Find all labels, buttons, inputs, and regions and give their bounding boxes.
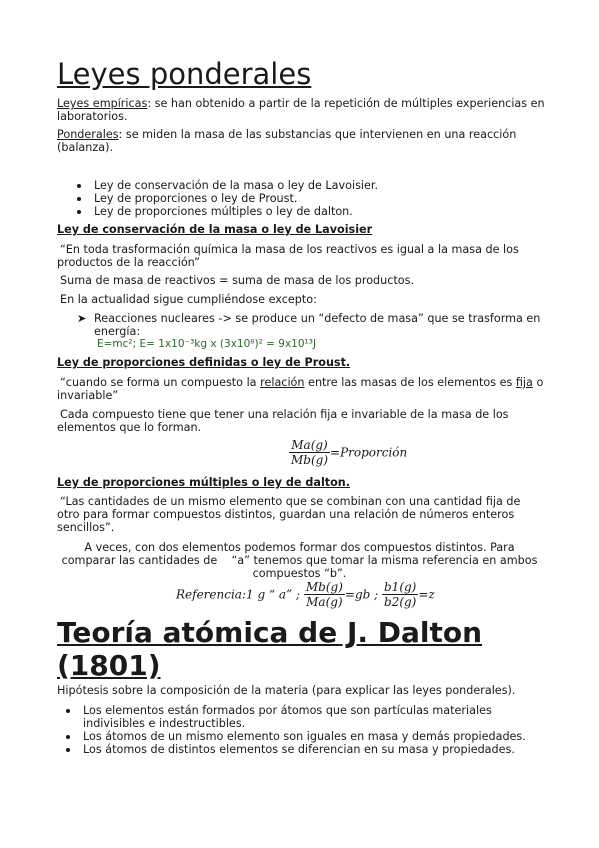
bullet-dot: [66, 748, 70, 752]
theory-item-1a: Los elementos están formados por átomos que son partículas materiales: [83, 704, 492, 717]
nuclear-line-1: Reacciones nucleares -> se produce un “defecto de masa” que se trasforma en: [94, 312, 541, 325]
theory-item-2: Los átomos de un mismo elemento son iguales en masa y demás propiedades.: [83, 730, 526, 743]
dalton-fraction-2: [382, 580, 418, 609]
dalton-fraction-1: [304, 580, 345, 609]
bullet-dot: [77, 184, 81, 188]
intro-empiricas: [57, 97, 547, 123]
theory-title-line-2: (1801): [57, 649, 161, 682]
proust-formula: [289, 438, 407, 467]
dalton-fraction-2-den: b2(g): [384, 595, 417, 609]
theory-title: [57, 616, 557, 682]
dalton-formula-ref: Referencia:1 g “ a” ;: [176, 587, 301, 602]
proust-quote-mid: entre las masas de los elementos es: [304, 376, 516, 389]
proust-quote-pre: “cuando se forma un compuesto la: [60, 376, 261, 389]
text-ponderales: : se miden la masa de las substancias que intervienen en una reacción (balanza).: [57, 128, 517, 155]
proust-heading: Ley de proporciones definidas o ley de Proust.: [57, 356, 351, 369]
proust-fraction: [289, 438, 330, 467]
lavoisier-heading: Ley de conservación de la masa o ley de Lavoisier: [57, 223, 373, 236]
arrow-bullet-icon: ➤: [77, 312, 87, 325]
proust-desc-2: elementos que lo forman.: [57, 421, 202, 434]
dalton-center-3: compuestos “b”.: [252, 567, 347, 580]
lavoisier-quote-2: productos de la reacción”: [57, 256, 200, 269]
theory-item-3: Los átomos de distintos elementos se diferencian en su masa y propiedades.: [83, 743, 515, 756]
theory-intro: Hipótesis sobre la composición de la materia (para explicar las leyes ponderales).: [57, 684, 516, 697]
dalton-quote-2: otro para formar compuestos distintos, guardan una relación de números enteros: [57, 508, 515, 521]
proust-quote-2: invariable”: [57, 389, 119, 402]
law-item-1: Ley de conservación de la masa o ley de Lavoisier.: [94, 179, 379, 192]
proust-formula-result: =Proporción: [330, 445, 408, 460]
nuclear-formula: E=mc²; E= 1x10⁻³kg x (3x10⁸)² = 9x10¹³J: [97, 338, 317, 350]
proust-quote-post: o: [532, 376, 544, 389]
lavoisier-quote-1: “En toda trasformación química la masa de los reactivos es igual a la masa de los: [60, 243, 519, 256]
dalton-formula-end: =z: [418, 587, 435, 602]
dalton-formula: [176, 580, 435, 609]
dalton-formula-mid: =gb ;: [344, 587, 379, 602]
proust-desc-1: Cada compuesto tiene que tener una relación fija e invariable de la masa de los: [60, 408, 509, 421]
dalton-heading: Ley de proporciones múltiples o ley de dalton.: [57, 476, 351, 489]
dalton-center-1: A veces, con dos elementos podemos formar dos compuestos distintos. Para: [84, 541, 515, 554]
text-empiricas: : se han obtenido a partir de la repetición de múltiples experiencias en laboratorios.: [57, 97, 545, 124]
proust-fraction-den: Mb(g): [291, 453, 329, 467]
dalton-fraction-2-num: b1(g): [384, 580, 417, 594]
lavoisier-sum: Suma de masa de reactivos = suma de masa de los productos.: [60, 274, 414, 287]
lavoisier-exception: En la actualidad sigue cumpliéndose excepto:: [60, 293, 317, 306]
proust-quote-1: [60, 376, 550, 389]
law-item-3: Ley de proporciones múltiples o ley de dalton.: [94, 205, 353, 218]
dalton-quote-1: “Las cantidades de un mismo elemento que se combinan con una cantidad fija de: [60, 495, 521, 508]
theory-item-1b: indivisibles e indestructibles.: [83, 717, 246, 730]
bullet-dot: [77, 197, 81, 201]
nuclear-line-2: energía:: [94, 325, 141, 338]
intro-ponderales: [57, 128, 547, 154]
proust-fraction-num: Ma(g): [289, 438, 330, 453]
proust-quote-relacion: relación: [260, 376, 305, 389]
dalton-center-2: comparar las cantidades de “a” tenemos que tomar la misma referencia en ambos: [61, 554, 538, 567]
dalton-fraction-1-num: Mb(g): [305, 580, 343, 594]
bullet-dot: [66, 735, 70, 739]
dalton-fraction-1-den: Ma(g): [306, 595, 343, 609]
bullet-dot: [66, 709, 70, 713]
dalton-quote-3: sencillos”.: [57, 521, 115, 534]
theory-title-line-1: Teoría atómica de J. Dalton: [57, 616, 483, 649]
page-title: Leyes ponderales: [57, 57, 312, 91]
term-empiricas: Leyes empíricas: [57, 97, 148, 110]
law-item-2: Ley de proporciones o ley de Proust.: [94, 192, 298, 205]
bullet-dot: [77, 210, 81, 214]
term-ponderales: Ponderales: [57, 128, 119, 141]
proust-quote-fija: fija: [515, 376, 533, 389]
